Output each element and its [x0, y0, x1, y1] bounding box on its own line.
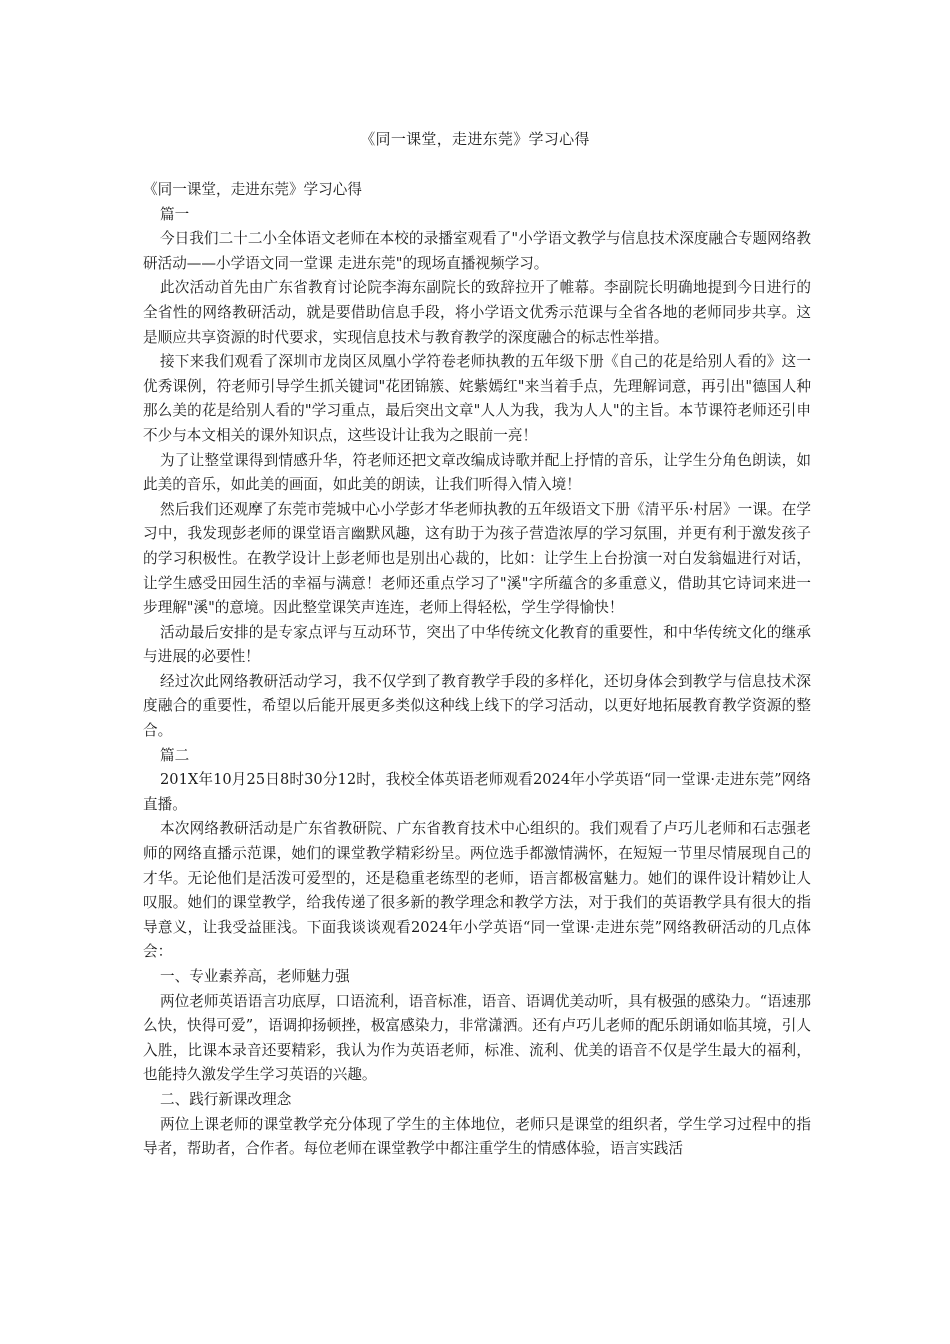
document-title: 《同一课堂，走进东莞》学习心得: [360, 130, 590, 148]
paragraph: 活动最后安排的是专家点评与互动环节，突出了中华传统文化教育的重要性，和中华传统文化的继承与进展的必要性！: [143, 623, 811, 666]
section-label-part-two: 篇二: [160, 746, 190, 764]
document-body: [143, 178, 811, 1162]
paragraph: 经过次此网络教研活动学习，我不仅学到了教育教学手段的多样化，还切身体会到教学与信息技术深度融合的重要性，希望以后能开展更多类似这种线上线下的学习活动，以更好地拓展教育教学资源的整合。: [143, 672, 811, 740]
paragraph: 此次活动首先由广东省教育讨论院李海东副院长的致辞拉开了帷幕。李副院长明确地提到今日进行的全省性的网络教研活动，就是要借助信息手段，将小学语文优秀示范课与全省各地的老师同步共享。这是顺应共享资源的时代要求，实现信息技术与教育教学的深度融合的标志性举措。: [143, 279, 811, 346]
section-label-part-one: 篇一: [160, 205, 190, 223]
subheading: 二、践行新课改理念: [160, 1090, 292, 1108]
paragraph: 为了让整堂课得到情感升华，符老师还把文章改编成诗歌并配上抒情的音乐，让学生分角色朗读，如此美的音乐，如此美的画面，如此美的朗读，让我们听得入情入境！: [143, 451, 811, 494]
paragraph: 两位上课老师的课堂教学充分体现了学生的主体地位，老师只是课堂的组织者，学生学习过程中的指导者，帮助者，合作者。每位老师在课堂教学中都注重学生的情感体验，语言实践活: [143, 1115, 811, 1158]
body-heading: 《同一课堂，走进东莞》学习心得: [143, 181, 362, 198]
paragraph: 接下来我们观看了深圳市龙岗区凤凰小学符卷老师执教的五年级下册《自己的花是给别人看的》这一优秀课例，符老师引导学生抓关键词"花团锦簇、姹紫嫣红"来当着手点，先理解词意，再引出"德国人种那么美的花是给别人看的"学习重点，最后突出文章"人人为我，我为人人"的主旨。本节课符老师还引申不少与本文相关的课外知识点，这些设计让我为之眼前一亮！: [143, 353, 811, 444]
paragraph: 本次网络教研活动是广东省教研院、广东省教育技术中心组织的。我们观看了卢巧儿老师和石志强老师的网络直播示范课，她们的课堂教学精彩纷呈。两位选手都激情满怀，在短短一节里尽情展现自己的才华。无论他们是活泼可爱型的，还是稳重老练型的老师，语言都极富魅力。她们的课件设计精妙让人叹服。她们的课堂教学，给我传递了很多新的教学理念和教学方法，对于我们的英语教学具有很大的指导意义，让我受益匪浅。下面我谈谈观看2024年小学英语“同一堂课·走进东莞”网络教研活动的几点体会：: [143, 820, 811, 961]
paragraph: 201X年10月25日8时30分12时，我校全体英语老师观看2024年小学英语“同一堂课·走进东莞”网络直播。: [143, 771, 811, 813]
paragraph: 今日我们二十二小全体语文老师在本校的录播室观看了"小学语文教学与信息技术深度融合专题网络教研活动——小学语文同一堂课 走进东莞"的现场直播视频学习。: [143, 230, 811, 272]
paragraph: 两位老师英语语言功底厚，口语流利，语音标准，语音、语调优美动听，具有极强的感染力。“语速那么快，快得可爱”，语调抑扬顿挫，极富感染力，非常潇洒。还有卢巧儿老师的配乐朗诵如临其境，引人入胜，比课本录音还要精彩，我认为作为英语老师，标准、流利、优美的语音不仅是学生最大的福利，也能持久激发学生学习英语的兴趣。: [143, 992, 811, 1084]
paragraph: 然后我们还观摩了东莞市莞城中心小学彭才华老师执教的五年级语文下册《清平乐·村居》一课。在学习中，我发现彭老师的课堂语言幽默风趣，这有助于为孩子营造浓厚的学习氛围，并更有利于激发孩子的学习积极性。在教学设计上彭老师也是别出心裁的，比如：让学生上台扮演一对白发翁媪进行对话，让学生感受田园生活的幸福与满意！老师还重点学习了"溪"字所蕴含的多重意义，借助其它诗词来进一步理解"溪"的意境。因此整堂课笑声连连，老师上得轻松，学生学得愉快！: [143, 500, 811, 617]
subheading: 一、专业素养高，老师魅力强: [160, 968, 350, 985]
